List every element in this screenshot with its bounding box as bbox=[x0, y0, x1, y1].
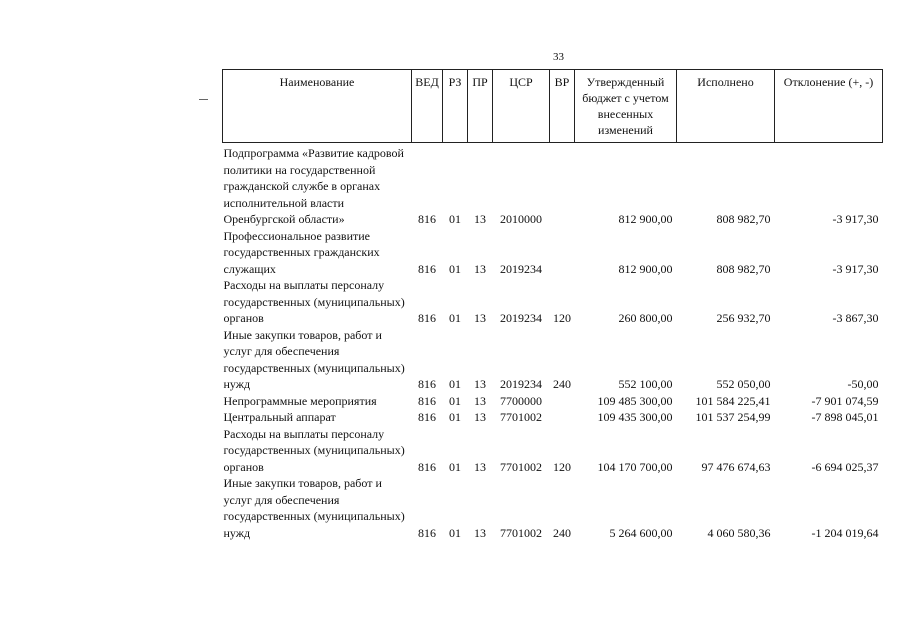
row-budget: 104 170 700,00 bbox=[597, 459, 673, 474]
header-budget: Утвержденный бюджет с учетом внесенных изменений bbox=[575, 70, 677, 143]
row-executed: 97 476 674,63 bbox=[701, 459, 771, 474]
row-deviation: -3 917,30 bbox=[832, 261, 879, 276]
row-pr: 13 bbox=[474, 377, 486, 391]
row-pr: 13 bbox=[474, 459, 486, 474]
row-vr: 120 bbox=[553, 459, 571, 474]
row-deviation: -6 694 025,37 bbox=[811, 459, 879, 474]
row-ved: 816 bbox=[418, 525, 436, 540]
margin-mark bbox=[199, 99, 208, 100]
row-ved: 816 bbox=[418, 311, 436, 325]
row-executed: 101 537 254,99 bbox=[695, 410, 771, 424]
row-csr: 7701002 bbox=[500, 459, 542, 474]
table-row bbox=[223, 426, 883, 476]
row-vr bbox=[550, 409, 575, 426]
row-deviation: -7 901 074,59 bbox=[811, 393, 879, 408]
row-rz: 01 bbox=[449, 377, 461, 391]
row-csr: 7701002 bbox=[500, 410, 542, 424]
table-row bbox=[223, 393, 883, 410]
row-budget: 812 900,00 bbox=[618, 261, 673, 276]
row-rz: 01 bbox=[449, 261, 461, 276]
budget-table bbox=[222, 69, 883, 541]
table-row bbox=[223, 409, 883, 426]
header-executed: Исполнено bbox=[677, 70, 775, 143]
row-budget: 260 800,00 bbox=[618, 311, 673, 325]
row-vr bbox=[550, 143, 575, 228]
row-csr: 7700000 bbox=[500, 393, 542, 408]
table-row bbox=[223, 327, 883, 393]
table-row bbox=[223, 277, 883, 327]
table-row bbox=[223, 475, 883, 541]
header-name: Наименование bbox=[223, 70, 412, 143]
row-csr: 2019234 bbox=[500, 311, 542, 325]
row-rz: 01 bbox=[449, 459, 461, 474]
row-executed: 101 584 225,41 bbox=[695, 393, 771, 408]
row-pr: 13 bbox=[474, 393, 486, 408]
row-pr: 13 bbox=[474, 311, 486, 325]
header-rz: РЗ bbox=[443, 70, 468, 143]
row-executed: 552 050,00 bbox=[716, 377, 771, 391]
table-row bbox=[223, 228, 883, 278]
row-deviation: -7 898 045,01 bbox=[811, 410, 879, 424]
row-name: Иные закупки товаров, работ и услуг для обеспечения государственных (муниципальных) нужд bbox=[223, 327, 405, 391]
row-name: Подпрограмма «Развитие кадровой политики на государственной гражданской службе в органах исполнительной власти Оренбургской области» bbox=[223, 146, 404, 226]
row-csr: 2019234 bbox=[500, 261, 542, 276]
page-number: 33 bbox=[553, 51, 564, 63]
row-deviation: -3 867,30 bbox=[832, 311, 879, 325]
row-executed: 256 932,70 bbox=[716, 311, 771, 325]
row-budget: 552 100,00 bbox=[618, 377, 673, 391]
row-name: Профессиональное развитие государственных гражданских служащих bbox=[223, 228, 380, 276]
row-rz: 01 bbox=[449, 212, 461, 226]
row-ved: 816 bbox=[418, 459, 436, 474]
row-executed: 808 982,70 bbox=[716, 261, 771, 276]
row-name: Непрограммные мероприятия bbox=[223, 393, 377, 408]
row-vr: 240 bbox=[553, 525, 571, 540]
row-deviation: -50,00 bbox=[847, 377, 879, 391]
row-budget: 109 485 300,00 bbox=[597, 393, 673, 408]
row-deviation: -1 204 019,64 bbox=[811, 525, 879, 540]
row-vr bbox=[550, 393, 575, 410]
row-csr: 7701002 bbox=[500, 525, 542, 540]
row-pr: 13 bbox=[474, 212, 486, 226]
row-rz: 01 bbox=[449, 525, 461, 540]
header-csr: ЦСР bbox=[493, 70, 550, 143]
header-deviation: Отклонение (+, -) bbox=[775, 70, 883, 143]
row-rz: 01 bbox=[449, 393, 461, 408]
row-name: Расходы на выплаты персоналу государственных (муниципальных) органов bbox=[223, 278, 405, 325]
row-rz: 01 bbox=[449, 410, 461, 424]
row-deviation: -3 917,30 bbox=[832, 212, 879, 226]
row-ved: 816 bbox=[418, 393, 436, 408]
row-ved: 816 bbox=[418, 410, 436, 424]
row-rz: 01 bbox=[449, 311, 461, 325]
row-name: Иные закупки товаров, работ и услуг для обеспечения государственных (муниципальных) нужд bbox=[223, 476, 405, 540]
row-budget: 109 435 300,00 bbox=[597, 410, 673, 424]
row-ved: 816 bbox=[418, 261, 436, 276]
row-vr bbox=[550, 228, 575, 278]
row-executed: 4 060 580,36 bbox=[707, 525, 771, 540]
row-csr: 2019234 bbox=[500, 377, 542, 391]
row-name: Центральный аппарат bbox=[223, 410, 336, 424]
row-name: Расходы на выплаты персоналу государственных (муниципальных) органов bbox=[223, 426, 405, 474]
row-vr: 240 bbox=[553, 377, 571, 391]
row-csr: 2010000 bbox=[500, 212, 542, 226]
header-vr: ВР bbox=[550, 70, 575, 143]
row-ved: 816 bbox=[418, 212, 436, 226]
row-budget: 5 264 600,00 bbox=[609, 525, 673, 540]
row-pr: 13 bbox=[474, 261, 486, 276]
row-executed: 808 982,70 bbox=[716, 212, 771, 226]
row-ved: 816 bbox=[418, 377, 436, 391]
row-vr: 120 bbox=[553, 311, 571, 325]
row-pr: 13 bbox=[474, 410, 486, 424]
header-pr: ПР bbox=[468, 70, 493, 143]
header-ved: ВЕД bbox=[412, 70, 443, 143]
row-budget: 812 900,00 bbox=[618, 212, 673, 226]
row-pr: 13 bbox=[474, 525, 486, 540]
header-row bbox=[223, 70, 883, 143]
table-row bbox=[223, 143, 883, 228]
